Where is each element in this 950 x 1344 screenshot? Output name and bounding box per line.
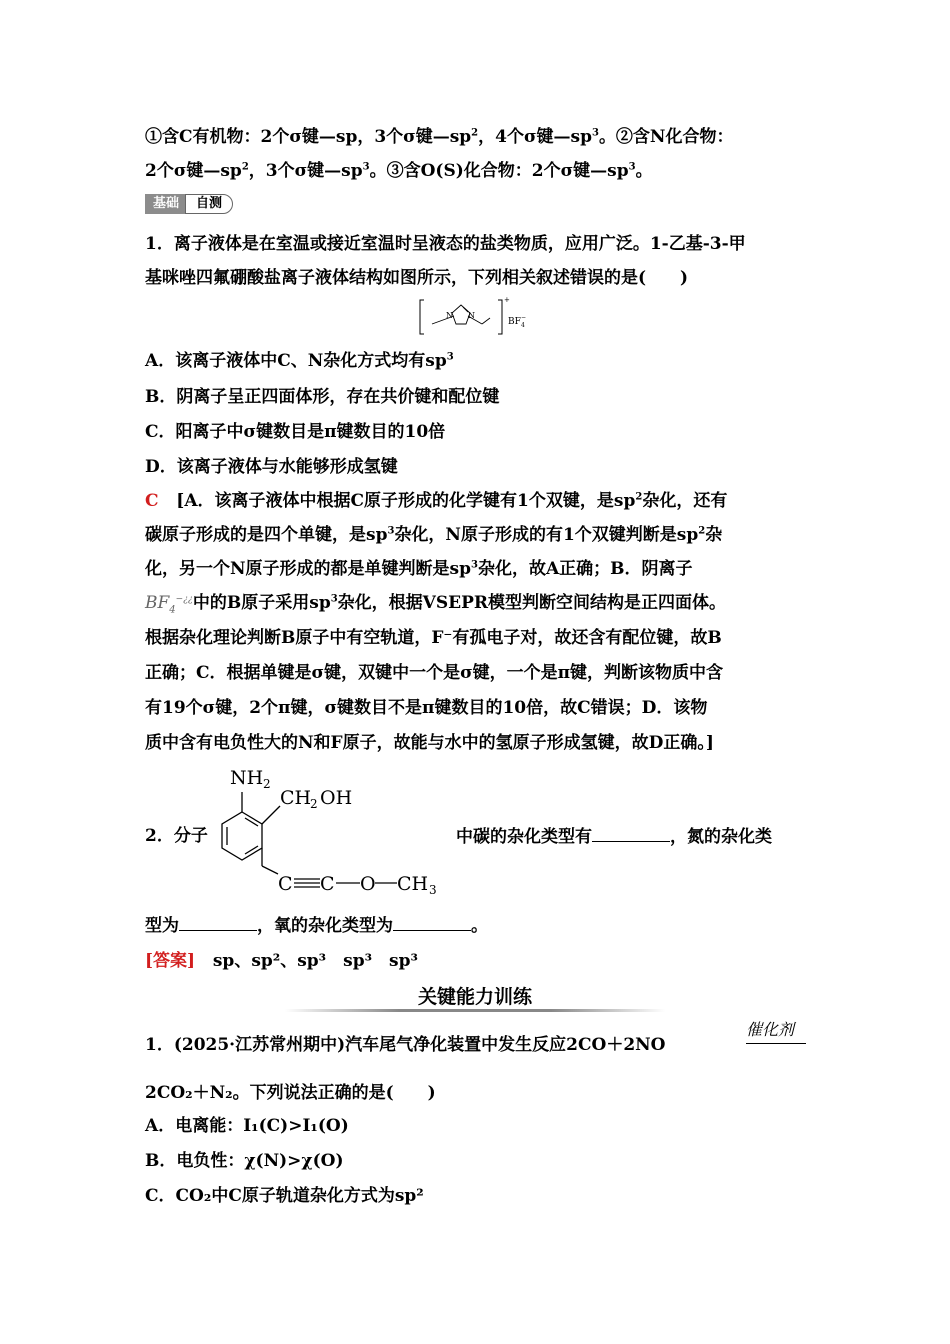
- reaction-arrow-line: [746, 1043, 806, 1044]
- carbon-hybridization-blank[interactable]: [592, 825, 670, 842]
- section-divider: [285, 1009, 665, 1012]
- svg-text:2: 2: [263, 777, 271, 791]
- intro-text: 。③含O(S)化合物：2个σ键—sp: [369, 161, 629, 181]
- badge-left: 基础: [145, 194, 187, 214]
- q1-option-c: C．阳离子中σ键数目是π键数目的10倍: [145, 422, 446, 442]
- q1-explanation-line-7: 有19个σ键，2个π键，σ键数目不是π键数目的10倍，故C错误；D．该物: [145, 698, 708, 718]
- p1-option-a: A．电离能：I₁(C)>I₁(O): [145, 1116, 349, 1136]
- q2-text: ，氮的杂化类: [670, 827, 772, 847]
- q1-explanation-line-4: $BF_4^{-¿¿}$中的B原子采用$sp^3$杂化，根据VSEPR模型判断空间结构是正四面体。: [145, 593, 727, 616]
- svg-text:3: 3: [429, 883, 437, 897]
- intro-text: ，3个σ键—sp: [248, 161, 363, 181]
- p1-option-c: C．CO₂中C原子轨道杂化方式为sp²: [145, 1186, 424, 1206]
- bf4-formula-icon: $BF_4^{-¿¿}$: [145, 593, 193, 616]
- svg-text:C: C: [320, 873, 335, 895]
- svg-text:OH: OH: [320, 787, 353, 809]
- p1-stem-line-2: 2CO₂＋N₂。下列说法正确的是( ): [145, 1083, 436, 1103]
- q2-text: 型为: [145, 916, 179, 936]
- q2-text: 。: [471, 916, 488, 936]
- intro-text: 2个σ键—sp: [145, 161, 242, 181]
- q2-stem-line-2: [145, 914, 488, 937]
- svg-text:BF: BF: [508, 317, 521, 327]
- svg-text:C: C: [278, 873, 293, 895]
- methyl-group-figure: [375, 862, 455, 898]
- q2-stem-label: 2．分子: [145, 826, 208, 846]
- intro-line-1: ①含C有机物：2个σ键—sp，3个σ键$—sp^2$，4个σ键$—sp^3$。②含N化合物：: [145, 127, 734, 147]
- ionic-liquid-structure-figure: [418, 294, 538, 338]
- p1-option-b: B．电负性：χ(N)>χ(O): [145, 1151, 344, 1171]
- p1-stem-line-1: [145, 1034, 666, 1056]
- svg-text:4: 4: [521, 322, 525, 329]
- svg-text:CH: CH: [280, 787, 312, 809]
- q2-answer: [145, 950, 418, 972]
- intro-text: ①含C有机物：2个σ键—sp，3个σ键—sp: [145, 127, 472, 147]
- explanation-text: 杂化，还有: [642, 491, 728, 511]
- answer-letter: C: [145, 491, 159, 511]
- q2-text: ，氧的杂化类型为: [257, 916, 393, 936]
- explanation-text: 杂化，故A正确；B．阴离子: [477, 559, 693, 579]
- svg-text:CH: CH: [397, 873, 429, 895]
- q1-explanation-line-1: C [A．该离子液体中根据C原子形成的化学键有1个双键，是$sp^2$杂化，还有: [145, 491, 728, 511]
- nitrogen-hybridization-blank[interactable]: [179, 914, 257, 931]
- oxygen-hybridization-blank[interactable]: [393, 914, 471, 931]
- q1-explanation-line-3: 化，另一个N原子形成的都是单键判断是$sp^3$杂化，故A正确；B．阴离子: [145, 559, 693, 579]
- p1-text: 1．(2025·江苏常州期中)汽车尾气净化装置中发生反应2CO＋2NO: [145, 1035, 666, 1055]
- section-title: 关键能力训练: [417, 986, 532, 1008]
- answer-label: [答案]: [145, 951, 196, 971]
- q1-option-b: B．阴离子呈正四面体形，存在共价键和配位键: [145, 387, 500, 407]
- svg-text:NH: NH: [230, 767, 264, 789]
- svg-text:O: O: [360, 873, 376, 895]
- explanation-text: 杂化，根据VSEPR模型判断空间结构是正四面体。: [337, 593, 727, 613]
- svg-text:2: 2: [310, 797, 318, 811]
- amino-benzyl-alcohol-molecule-figure: [212, 762, 382, 898]
- svg-text:+: +: [504, 296, 510, 304]
- explanation-text: 杂: [705, 525, 723, 545]
- svg-text:N: N: [468, 311, 475, 320]
- explanation-text: 碳原子形成的是四个单键，是sp: [145, 525, 388, 545]
- intro-text: 。②含N化合物：: [598, 127, 734, 147]
- badge-right: 自测: [185, 194, 233, 214]
- explanation-text: [A．该离子液体中根据C原子形成的化学键有1个双键，是sp: [176, 491, 636, 511]
- q1-option-d: D．该离子液体与水能够形成氢键: [145, 457, 398, 477]
- catalyst-label: 催化剂: [746, 1020, 795, 1039]
- q1-explanation-line-2: 碳原子形成的是四个单键，是$sp^3$杂化，N原子形成的有1个双键判断是$sp^2$杂: [145, 525, 723, 545]
- intro-text: ，4个σ键—sp: [478, 127, 592, 147]
- explanation-text: 杂化，N原子形成的有1个双键判断是sp: [394, 525, 699, 545]
- svg-text:N: N: [446, 311, 453, 320]
- intro-text: 。: [635, 161, 653, 181]
- q2-stem-line-1: [456, 825, 772, 848]
- q1-option-a: A．该离子液体中C、N杂化方式均有$sp^3$: [145, 351, 454, 371]
- explanation-text: 化，另一个N原子形成的都是单键判断是sp: [145, 559, 471, 579]
- svg-text:−: −: [521, 314, 527, 321]
- intro-line-2: 2个σ键$—sp^2$，3个σ键$—sp^3$。③含O(S)化合物：2个σ键$—sp^3$。: [145, 161, 653, 181]
- q2-text: 中碳的杂化类型有: [456, 827, 592, 847]
- q1-explanation-line-5: 根据杂化理论判断B原子中有空轨道，F⁻有孤电子对，故还含有配位键，故B: [145, 628, 722, 648]
- answer-text: sp、sp²、sp³ sp³ sp³: [212, 951, 418, 971]
- section-header: [285, 982, 665, 1012]
- q1-explanation-line-8: 质中含有电负性大的N和F原子，故能与水中的氢原子形成氢键，故D正确。]: [145, 733, 714, 753]
- q1-stem-1: 1．离子液体是在室温或接近室温时呈液态的盐类物质，应用广泛。1-乙基-3-甲: [145, 234, 746, 254]
- q1-stem-2: 基咪唑四氟硼酸盐离子液体结构如图所示，下列相关叙述错误的是( ): [145, 268, 689, 288]
- explanation-text: 中的B原子采用sp: [192, 593, 331, 613]
- q1-explanation-line-6: 正确；C．根据单键是σ键，双键中一个是σ键，一个是π键，判断该物质中含: [145, 663, 724, 683]
- option-text: A．该离子液体中C、N杂化方式均有sp: [145, 351, 447, 371]
